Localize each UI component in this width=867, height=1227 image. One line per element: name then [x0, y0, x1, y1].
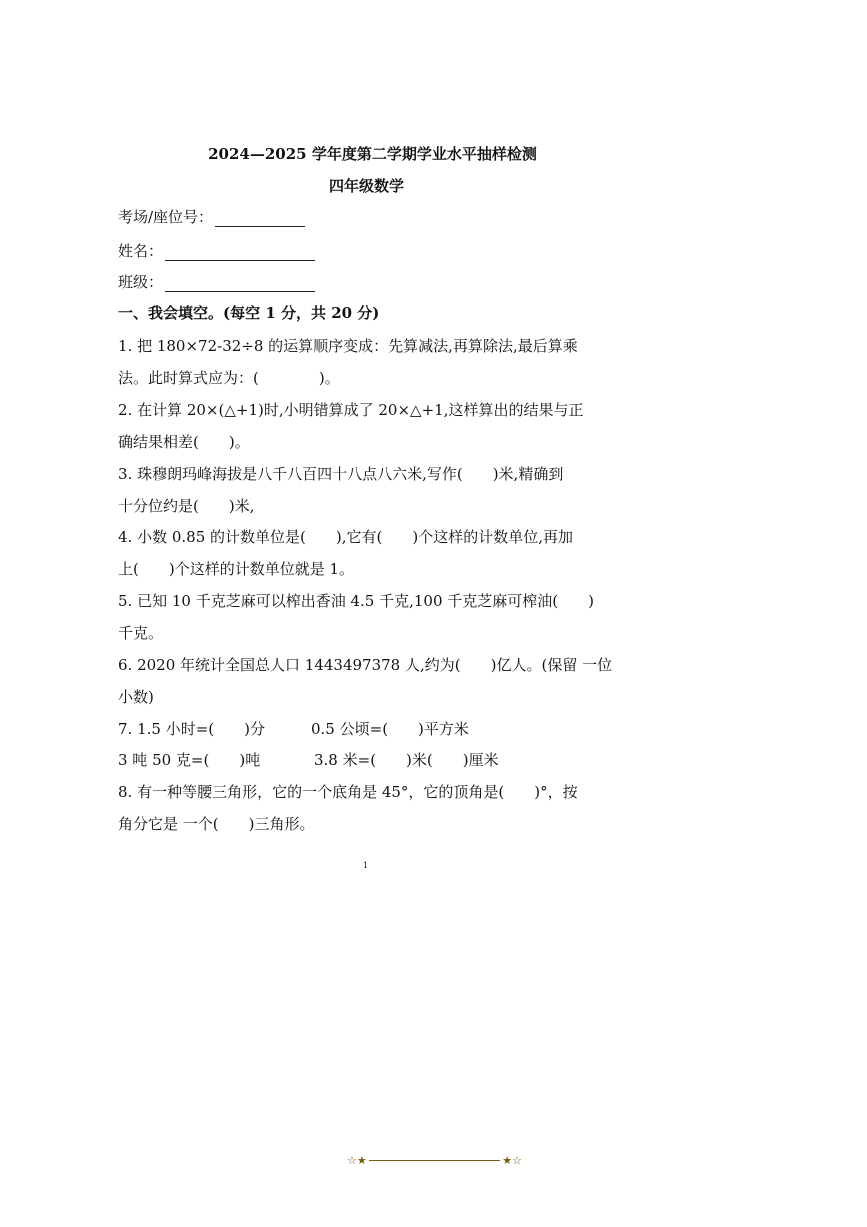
footer-decoration: [347, 1153, 522, 1167]
question-line: 2. 在计算 20×(△+1)时,小明错算成了 20×△+1,这样算出的结果与正: [118, 401, 584, 419]
question-line: 3. 珠穆朗玛峰海拔是八千八百四十八点八六米,写作( )米,精确到: [118, 465, 564, 483]
question-line: 4. 小数 0.85 的计数单位是( ),它有( )个这样的计数单位,再加: [118, 528, 573, 546]
footer-divider: [369, 1160, 501, 1161]
question-line: 确结果相差( )。: [118, 433, 250, 451]
seat-blank[interactable]: [215, 211, 305, 227]
q7-ton-gram: 3 吨 50 克=( )吨: [118, 751, 261, 769]
seat-label: 考场/座位号：: [118, 208, 214, 226]
star-left-icon: ☆★: [347, 1153, 367, 1167]
question-line: 千克。: [118, 624, 164, 642]
q7-hectare-to-sqm: 0.5 公顷=( )平方米: [311, 720, 469, 738]
page-number: 1: [363, 861, 369, 870]
star-right-icon: ★☆: [502, 1153, 522, 1167]
class-field: [118, 271, 315, 292]
name-blank[interactable]: [165, 245, 315, 261]
q7-hours-to-minutes: 7. 1.5 小时=( )分: [118, 720, 265, 738]
name-field: [118, 240, 315, 261]
question-7-row-2: [118, 749, 618, 770]
section-heading: 一、我会填空。(每空 1 分，共 20 分): [118, 304, 380, 322]
question-line: 十分位约是( )米,: [118, 497, 255, 515]
question-line: 上( )个这样的计数单位就是 1。: [118, 560, 355, 578]
question-line: 角分它是 一个( )三角形。: [118, 815, 315, 833]
question-line: 法。此时算式应为：( )。: [118, 369, 340, 387]
question-line: 1. 把 180×72-32÷8 的运算顺序变成：先算减法,再算除法,最后算乘: [118, 337, 578, 355]
question-line: 小数): [118, 688, 154, 706]
class-label: 班级：: [118, 273, 164, 291]
question-line: 6. 2020 年统计全国总人口 1443497378 人,约为( )亿人。(保留 一位: [118, 656, 613, 674]
exam-title: 2024—2025 学年度第二学期学业水平抽样检测: [208, 145, 537, 163]
class-blank[interactable]: [165, 276, 315, 292]
question-line: 8. 有一种等腰三角形，它的一个底角是 45°，它的顶角是( )°，按: [118, 783, 578, 801]
seat-field: [118, 206, 305, 227]
name-label: 姓名：: [118, 242, 164, 260]
q7-meter-cm: 3.8 米=( )米( )厘米: [314, 751, 499, 769]
exam-subtitle: 四年级数学: [328, 177, 404, 195]
question-line: 5. 已知 10 千克芝麻可以榨出香油 4.5 千克,100 千克芝麻可榨油( ): [118, 592, 594, 610]
question-7-row-1: [118, 718, 618, 739]
